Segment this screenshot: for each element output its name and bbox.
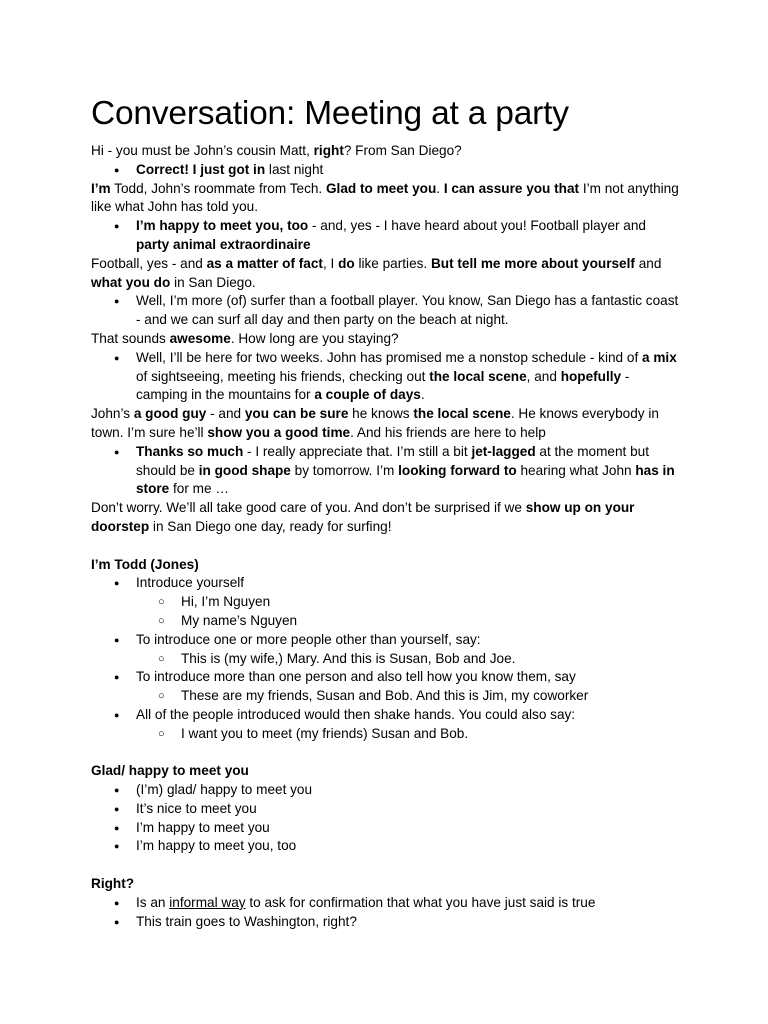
sub-list-item: ○ My name’s Nguyen xyxy=(91,612,683,631)
list-item: ● Is an informal way to ask for confirmation that what you have just said is true xyxy=(91,894,683,913)
section-im-todd xyxy=(91,556,683,744)
document-title: Conversation: Meeting at a party xyxy=(91,95,569,132)
list-item: ● Introduce yourself xyxy=(91,574,683,593)
dialogue-line: That sounds awesome. How long are you staying? xyxy=(91,330,399,346)
dialogue-bullet-list xyxy=(91,292,683,330)
dialogue-reply: ● Well, I’ll be here for two weeks. John has promised me a nonstop schedule - kind of a mix of sightseeing, meeting his friends, checking out the local scene, and hopefully - camping in the mountains for a couple of days. xyxy=(91,349,683,405)
dialogue-line: Don’t worry. We’ll all take good care of you. And don’t be surprised if we show up on your doorstep in San Diego one day, ready for surfing! xyxy=(91,500,635,534)
list-item: ● I’m happy to meet you, too xyxy=(91,837,683,856)
list-item: ● All of the people introduced would then shake hands. You could also say: xyxy=(91,706,683,725)
dialogue-bullet-list xyxy=(91,349,683,405)
list-item: ● To introduce one or more people other than yourself, say: xyxy=(91,631,683,650)
section-glad-happy xyxy=(91,762,683,856)
sub-list-item: ○ These are my friends, Susan and Bob. And this is Jim, my coworker xyxy=(91,687,683,706)
spacer xyxy=(91,537,683,556)
list-item: ● I’m happy to meet you xyxy=(91,819,683,838)
dialogue-reply: ● Well, I’m more (of) surfer than a football player. You know, San Diego has a fantastic coast - and we can surf all day and then party on the beach at night. xyxy=(91,292,683,330)
right-bullet-list xyxy=(91,894,683,932)
spacer xyxy=(91,856,683,875)
section-heading: Glad/ happy to meet you xyxy=(91,763,249,779)
list-item: ● To introduce more than one person and also tell how you know them, say xyxy=(91,668,683,687)
dialogue-reply: ● I’m happy to meet you, too - and, yes - I have heard about you! Football player and party animal extraordinaire xyxy=(91,217,683,255)
sub-list-item: ○ I want you to meet (my friends) Susan and Bob. xyxy=(91,725,683,744)
dialogue-reply: ● Correct! I just got in last night xyxy=(91,161,683,180)
section-right xyxy=(91,875,683,931)
sub-list-item: ○ This is (my wife,) Mary. And this is Susan, Bob and Joe. xyxy=(91,650,683,669)
list-item: ● (I’m) glad/ happy to meet you xyxy=(91,781,683,800)
dialogue-bullet-list xyxy=(91,161,683,180)
spacer xyxy=(91,744,683,763)
glad-bullet-list xyxy=(91,781,683,856)
list-item: ● This train goes to Washington, right? xyxy=(91,913,683,932)
dialogue-line: Football, yes - and as a matter of fact, I do like parties. But tell me more about yourself and what you do in San Diego. xyxy=(91,255,662,290)
sub-list-item: ○ Hi, I’m Nguyen xyxy=(91,593,683,612)
section-heading: I’m Todd (Jones) xyxy=(91,556,199,572)
list-item: ● It’s nice to meet you xyxy=(91,800,683,819)
conversation-dialogue xyxy=(91,142,683,537)
dialogue-line: I’m Todd, John’s roommate from Tech. Glad to meet you. I can assure you that I’m not anything like what John has told you. xyxy=(91,180,679,215)
dialogue-bullet-list xyxy=(91,217,683,255)
dialogue-line: John’s a good guy - and you can be sure he knows the local scene. He knows everybody in town. I’m sure he’ll show you a good time. And his friends are here to help xyxy=(91,406,659,440)
section-heading: Right? xyxy=(91,876,135,892)
dialogue-line: Hi - you must be John’s cousin Matt, right? From San Diego? xyxy=(91,143,462,158)
dialogue-bullet-list xyxy=(91,443,683,499)
dialogue-reply: ● Thanks so much - I really appreciate that. I’m still a bit jet-lagged at the moment but should be in good shape by tomorrow. I’m looking forward to hearing what John has in store for me … xyxy=(91,443,683,499)
document-page xyxy=(91,91,683,931)
informal-way-link[interactable]: informal way xyxy=(169,894,246,910)
todd-bullet-list xyxy=(91,574,683,743)
